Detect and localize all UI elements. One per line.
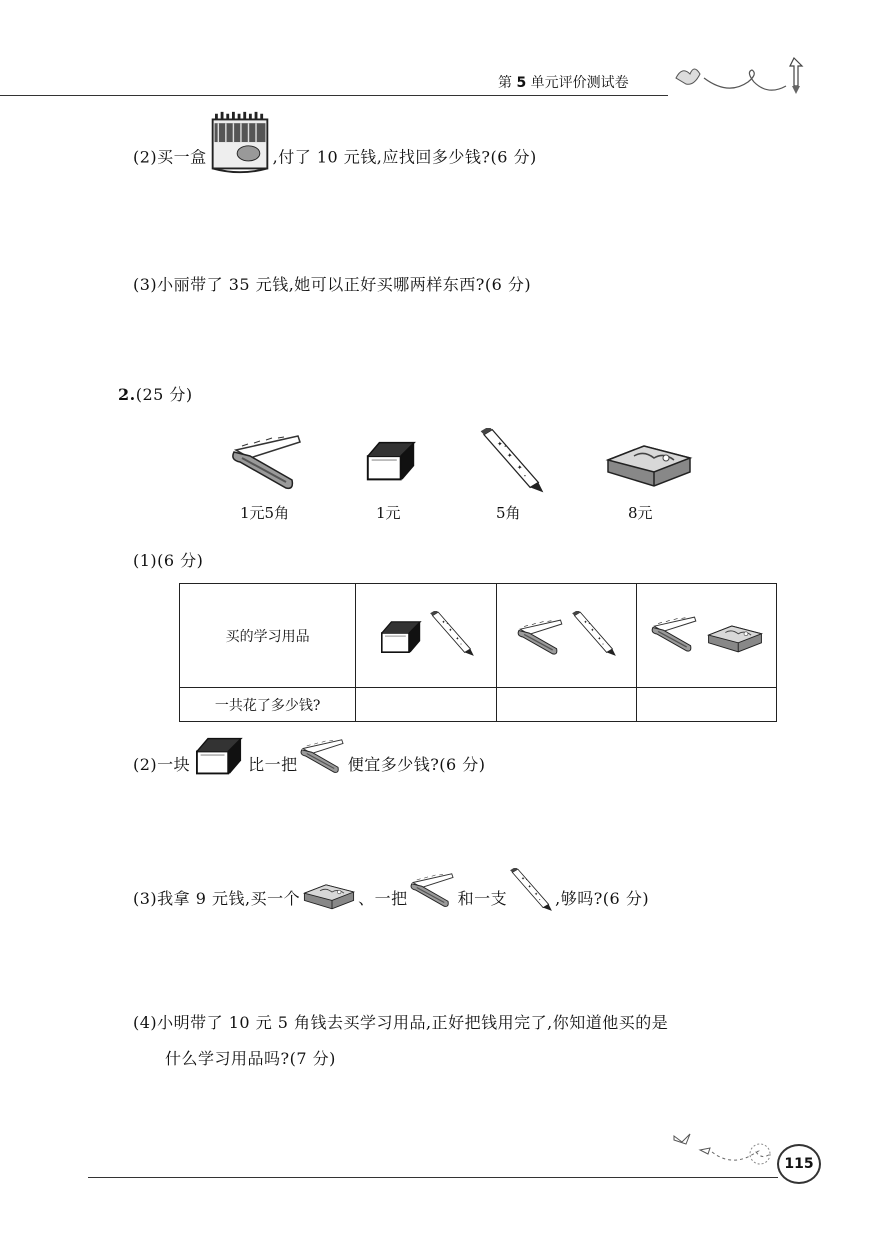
ruler-icon — [649, 614, 701, 654]
page-number: 115 — [777, 1144, 821, 1184]
question-2-3-part1: (3)我拿 9 元钱,买一个 — [133, 889, 301, 908]
question-1-2 — [133, 140, 537, 176]
item-price-pencil: 5角 — [496, 504, 521, 522]
ruler-icon — [515, 617, 567, 657]
pencil-icon — [472, 428, 552, 494]
question-2-2-part2: 比一把 — [248, 755, 298, 774]
crayon-box-icon — [207, 110, 273, 176]
item-price-pencil-case: 8元 — [628, 504, 653, 522]
header-unit-number: 5 — [516, 75, 527, 91]
table-row — [180, 584, 777, 688]
answer-cell-3[interactable] — [636, 688, 776, 722]
pencil-icon — [507, 868, 555, 912]
table-cell-eraser-pencil — [356, 584, 496, 688]
eraser-icon — [377, 617, 425, 657]
question-2-1: (1)(6 分) — [133, 551, 204, 570]
question-1-3: (3)小丽带了 35 元钱,她可以正好买哪两样东西?(6 分) — [133, 275, 532, 294]
eraser-icon — [362, 436, 420, 486]
table-row — [180, 688, 777, 722]
item-price-eraser: 1元 — [376, 504, 401, 522]
ruler-icon — [408, 868, 458, 912]
question-1-2-prefix: (2)买一盒 — [133, 147, 207, 167]
header-unit-suffix: 单元评价测试卷 — [530, 75, 629, 91]
table-row-label-items: 买的学习用品 — [180, 584, 356, 688]
ruler-icon — [298, 734, 348, 778]
pencil-case-icon — [604, 438, 694, 488]
question-2-heading — [118, 382, 193, 405]
item-price-ruler: 1元5角 — [240, 504, 290, 522]
ruler-icon — [228, 432, 308, 492]
question-2-3 — [133, 886, 649, 912]
header-unit-prefix: 第 — [498, 75, 512, 91]
answer-cell-1[interactable] — [356, 688, 496, 722]
purchase-table — [179, 583, 777, 722]
butterfly-lamp-decoration-icon — [668, 52, 813, 102]
question-2-3-part4: ,够吗?(6 分) — [555, 889, 650, 908]
question-2-4-line1: (4)小明带了 10 元 5 角钱去买学习用品,正好把钱用完了,你知道他买的是 — [133, 1013, 669, 1032]
question-2-3-part3: 和一支 — [457, 889, 508, 908]
question-2-2-part3: 便宜多少钱?(6 分) — [347, 755, 486, 774]
footer-rule — [88, 1177, 778, 1178]
question-2-3-part2: 、一把 — [358, 889, 408, 908]
question-2-points: (25 分) — [135, 385, 193, 404]
pencil-case-icon — [300, 880, 358, 910]
question-2-4-line2: 什么学习用品吗?(7 分) — [165, 1049, 336, 1068]
pencil-icon — [429, 611, 475, 657]
pencil-case-icon — [706, 620, 764, 654]
bird-trail-decoration-icon — [660, 1126, 780, 1176]
question-2-2 — [133, 752, 486, 779]
header-title — [498, 72, 629, 92]
pencil-icon — [571, 611, 617, 657]
header-rule — [0, 95, 668, 96]
table-row-label-total: 一共花了多少钱? — [180, 688, 356, 722]
table-cell-ruler-case — [636, 584, 776, 688]
question-1-2-suffix: ,付了 10 元钱,应找回多少钱?(6 分) — [272, 147, 537, 167]
answer-cell-2[interactable] — [496, 688, 636, 722]
question-2-number: 2. — [118, 385, 136, 404]
eraser-icon — [190, 733, 248, 779]
question-2-2-part1: (2)一块 — [133, 755, 191, 774]
table-cell-ruler-pencil — [496, 584, 636, 688]
